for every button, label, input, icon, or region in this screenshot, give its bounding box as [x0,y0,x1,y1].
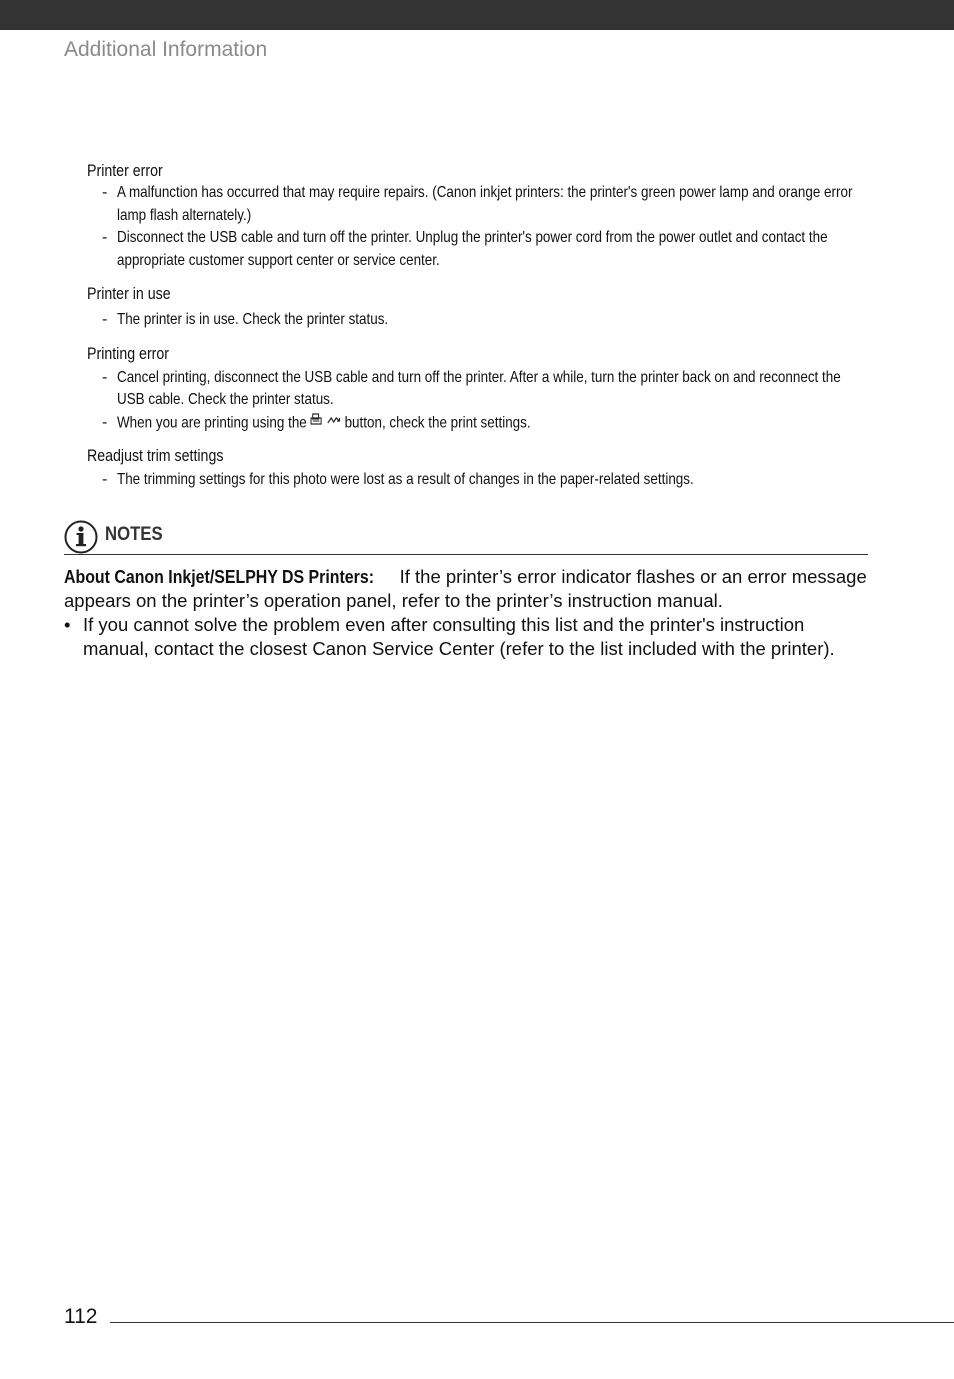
error-title: Printer error [87,162,163,180]
error-message-list [87,160,872,492]
notes-paragraph [64,565,874,613]
error-entry [87,343,872,435]
error-item: - The trimming settings for this photo were lost as a result of changes in the paper-related settings. [87,469,872,492]
error-item-text: A malfunction has occurred that may require repairs. (Canon inkjet printers: the printer's green power lamp and orange error lamp flash alternately.) [117,184,853,224]
notes-heading [64,520,868,555]
section-header: Additional Information [64,38,268,61]
notes-lead-text: If the printer’s error indicator flashes or an error message appears on the printer’s operation panel, refer to the printer’s instruction manual. [64,566,867,611]
notes-bullet-text: If you cannot solve the problem even after consulting this list and the printer's instruction manual, contact the closest Canon Service Center (refer to the list included with the printer). [83,614,835,659]
error-entry [87,160,872,272]
error-title: Printer in use [87,285,171,303]
error-item: - Disconnect the USB cable and turn off the printer. Unplug the printer's power cord from the power outlet and contact the appropriate customer support center or service center. [87,227,872,272]
bullet-icon: • [64,614,71,635]
notes-body [64,565,874,661]
error-item-text: The trimming settings for this photo were lost as a result of changes in the paper-related settings. [117,471,694,489]
error-item: - Cancel printing, disconnect the USB cable and turn off the printer. After a while, turn the printer back on and reconnect the USB cable. Check the printer status. [87,367,872,412]
footer-rule [110,1322,954,1323]
error-entry [87,283,872,332]
error-title: Printing error [87,344,170,363]
notes-bullet [64,613,874,661]
top-bar [0,0,954,30]
info-icon [64,520,97,553]
notes-lead-bold: About Canon Inkjet/SELPHY DS Printers: [64,566,374,587]
print-share-icon [310,412,342,435]
error-item: - The printer is in use. Check the printer status. [87,309,872,332]
error-item-text: Cancel printing, disconnect the USB cable and turn off the printer. After a while, turn the printer back on and reconnect the USB cable. Check the printer status. [117,368,841,408]
error-item-text: Disconnect the USB cable and turn off the printer. Unplug the printer's power cord from the power outlet and contact the appropriate customer support center or service center. [117,229,828,269]
error-item-text-with-icon: When you are printing using the button, check the print settings. [117,412,865,435]
notes-label: NOTES [105,524,163,545]
page-number: 112 [64,1305,98,1328]
error-item: - A malfunction has occurred that may require repairs. (Canon inkjet printers: the printer's green power lamp and orange error lamp flash alternately.) [87,182,872,227]
error-entry [87,445,872,492]
error-item-text: The printer is in use. Check the printer status. [117,311,389,328]
error-item: - When you are printing using the button, check the print settings. [87,412,872,435]
error-title: Readjust trim settings [87,447,224,466]
